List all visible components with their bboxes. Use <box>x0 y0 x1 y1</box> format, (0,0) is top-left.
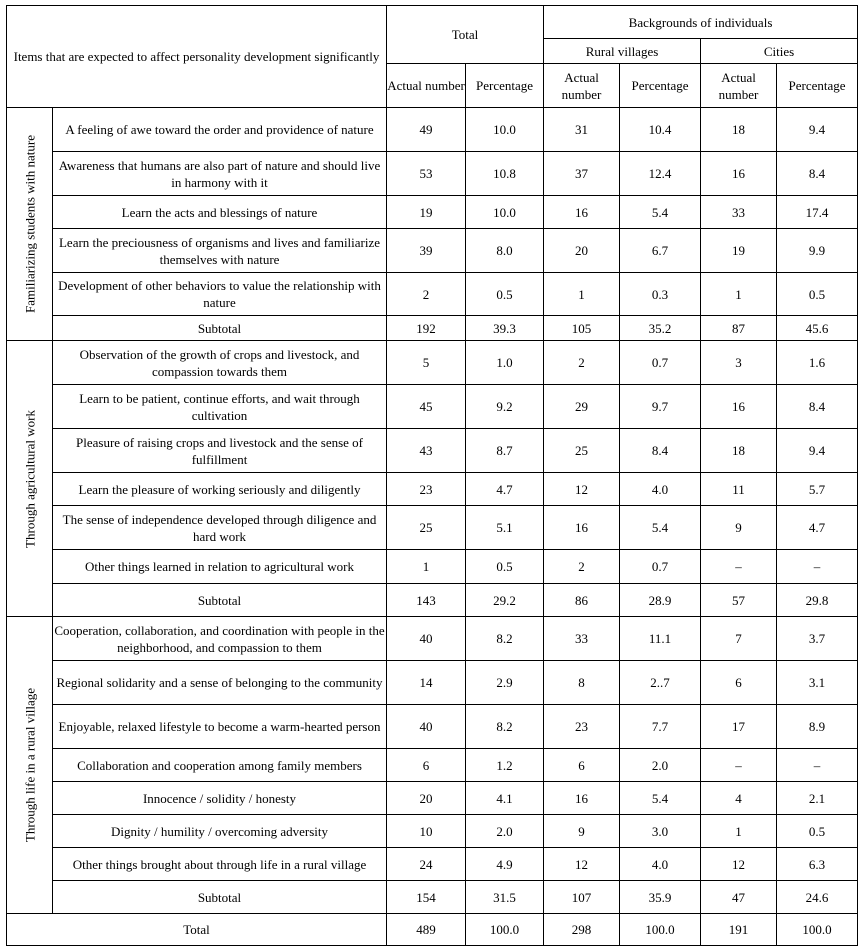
grand-total-rural-number: 298 <box>544 914 620 946</box>
total-percentage: 4.1 <box>466 782 544 815</box>
subtotal-rural-number: 107 <box>544 881 620 914</box>
cities-number: 18 <box>701 429 777 473</box>
table-row <box>7 782 858 815</box>
rural-number: 6 <box>544 749 620 782</box>
rural-number: 16 <box>544 782 620 815</box>
rural-number: 29 <box>544 385 620 429</box>
cities-number: 19 <box>701 229 777 273</box>
rural-percentage: 0.3 <box>620 273 701 316</box>
cities-number: – <box>701 749 777 782</box>
subtotal-cities-number: 47 <box>701 881 777 914</box>
total-number: 40 <box>387 705 466 749</box>
total-number: 24 <box>387 848 466 881</box>
total-number: 6 <box>387 749 466 782</box>
rural-number: 12 <box>544 473 620 506</box>
cities-number: 33 <box>701 196 777 229</box>
subtotal-total-percentage: 31.5 <box>466 881 544 914</box>
total-number: 23 <box>387 473 466 506</box>
group-label: Familiarizing students with nature <box>22 135 37 313</box>
group-label-cell <box>7 341 53 617</box>
table-row <box>7 385 858 429</box>
rural-number: 12 <box>544 848 620 881</box>
total-percentage: 2.9 <box>466 661 544 705</box>
table-row <box>7 152 858 196</box>
rural-percentage: 7.7 <box>620 705 701 749</box>
subtotal-rural-percentage: 35.2 <box>620 316 701 341</box>
total-number: 25 <box>387 506 466 550</box>
rural-number: 20 <box>544 229 620 273</box>
total-number: 43 <box>387 429 466 473</box>
personality-development-table <box>6 5 858 946</box>
cities-number: – <box>701 550 777 584</box>
cities-number: 16 <box>701 152 777 196</box>
group-label-cell <box>7 617 53 914</box>
cities-number: 3 <box>701 341 777 385</box>
table-row <box>7 705 858 749</box>
rural-number: 31 <box>544 108 620 152</box>
rural-number: 2 <box>544 550 620 584</box>
items-header: Items that are expected to affect personality development significantly <box>7 6 387 108</box>
rural-number: 9 <box>544 815 620 848</box>
total-percentage: 0.5 <box>466 273 544 316</box>
subtotal-total-number: 154 <box>387 881 466 914</box>
rural-number: 23 <box>544 705 620 749</box>
rural-number: 33 <box>544 617 620 661</box>
total-number: 1 <box>387 550 466 584</box>
cities-number: 6 <box>701 661 777 705</box>
subtotal-row <box>7 584 858 617</box>
total-percentage: 2.0 <box>466 815 544 848</box>
cities-percentage: – <box>777 550 858 584</box>
rural-villages-header: Rural villages <box>544 39 701 64</box>
item-label: Awareness that humans are also part of nature and should live in harmony with it <box>53 152 387 196</box>
total-number: 40 <box>387 617 466 661</box>
rural-percentage: 0.7 <box>620 341 701 385</box>
item-label: Learn the pleasure of working seriously and diligently <box>53 473 387 506</box>
total-number: 19 <box>387 196 466 229</box>
rural-percentage: 2.0 <box>620 749 701 782</box>
subtotal-cities-percentage: 24.6 <box>777 881 858 914</box>
cities-percentage: 8.4 <box>777 385 858 429</box>
group-label-cell <box>7 108 53 341</box>
total-actual-number-header: Actual number <box>387 64 466 108</box>
rural-number: 8 <box>544 661 620 705</box>
item-label: Collaboration and cooperation among family members <box>53 749 387 782</box>
total-number: 45 <box>387 385 466 429</box>
total-number: 53 <box>387 152 466 196</box>
table-row <box>7 617 858 661</box>
cities-percentage: 5.7 <box>777 473 858 506</box>
rural-percentage: 8.4 <box>620 429 701 473</box>
table-row <box>7 506 858 550</box>
cities-actual-number-header: Actual number <box>701 64 777 108</box>
cities-header: Cities <box>701 39 858 64</box>
subtotal-cities-percentage: 29.8 <box>777 584 858 617</box>
cities-number: 11 <box>701 473 777 506</box>
subtotal-rural-percentage: 28.9 <box>620 584 701 617</box>
rural-percentage: 5.4 <box>620 196 701 229</box>
item-label: Dignity / humility / overcoming adversity <box>53 815 387 848</box>
group-label: Through life in a rural village <box>22 687 37 843</box>
cities-percentage: 2.1 <box>777 782 858 815</box>
item-label: Other things learned in relation to agricultural work <box>53 550 387 584</box>
total-header: Total <box>387 6 544 64</box>
rural-percentage: 5.4 <box>620 782 701 815</box>
rural-number: 2 <box>544 341 620 385</box>
total-percentage: 4.7 <box>466 473 544 506</box>
subtotal-total-number: 143 <box>387 584 466 617</box>
group-label: Through agricultural work <box>22 409 37 548</box>
cities-percentage: 0.5 <box>777 273 858 316</box>
item-label: A feeling of awe toward the order and providence of nature <box>53 108 387 152</box>
cities-percentage: 3.1 <box>777 661 858 705</box>
subtotal-total-percentage: 29.2 <box>466 584 544 617</box>
rural-number: 25 <box>544 429 620 473</box>
cities-percentage: 6.3 <box>777 848 858 881</box>
total-number: 49 <box>387 108 466 152</box>
grand-total-cities-percentage: 100.0 <box>777 914 858 946</box>
item-label: Learn the preciousness of organisms and lives and familiarize themselves with nature <box>53 229 387 273</box>
grand-total-row <box>7 914 858 946</box>
cities-number: 17 <box>701 705 777 749</box>
cities-percentage: 9.4 <box>777 108 858 152</box>
table-body <box>7 108 858 914</box>
item-label: The sense of independence developed through diligence and hard work <box>53 506 387 550</box>
total-number: 39 <box>387 229 466 273</box>
cities-percentage: 4.7 <box>777 506 858 550</box>
table-row <box>7 229 858 273</box>
grand-total-rural-percentage: 100.0 <box>620 914 701 946</box>
total-percentage: 10.0 <box>466 196 544 229</box>
cities-percentage-header: Percentage <box>777 64 858 108</box>
rural-actual-number-header: Actual number <box>544 64 620 108</box>
cities-percentage: 8.9 <box>777 705 858 749</box>
item-label: Enjoyable, relaxed lifestyle to become a warm-hearted person <box>53 705 387 749</box>
rural-percentage: 12.4 <box>620 152 701 196</box>
item-label: Development of other behaviors to value the relationship with nature <box>53 273 387 316</box>
table-row <box>7 429 858 473</box>
table-row <box>7 815 858 848</box>
rural-number: 1 <box>544 273 620 316</box>
total-number: 5 <box>387 341 466 385</box>
rural-percentage: 4.0 <box>620 473 701 506</box>
grand-total-cities-number: 191 <box>701 914 777 946</box>
subtotal-label: Subtotal <box>53 881 387 914</box>
total-percentage: 0.5 <box>466 550 544 584</box>
rural-percentage: 5.4 <box>620 506 701 550</box>
cities-percentage: – <box>777 749 858 782</box>
rural-percentage: 6.7 <box>620 229 701 273</box>
total-percentage: 8.2 <box>466 617 544 661</box>
total-percentage: 8.0 <box>466 229 544 273</box>
cities-number: 4 <box>701 782 777 815</box>
cities-number: 7 <box>701 617 777 661</box>
subtotal-label: Subtotal <box>53 316 387 341</box>
total-percentage: 10.8 <box>466 152 544 196</box>
rural-percentage-header: Percentage <box>620 64 701 108</box>
total-percentage: 1.0 <box>466 341 544 385</box>
backgrounds-header: Backgrounds of individuals <box>544 6 858 39</box>
table-row <box>7 550 858 584</box>
total-percentage-header: Percentage <box>466 64 544 108</box>
item-label: Pleasure of raising crops and livestock and the sense of fulfillment <box>53 429 387 473</box>
total-number: 20 <box>387 782 466 815</box>
item-label: Regional solidarity and a sense of belonging to the community <box>53 661 387 705</box>
subtotal-cities-percentage: 45.6 <box>777 316 858 341</box>
cities-number: 9 <box>701 506 777 550</box>
subtotal-row <box>7 881 858 914</box>
rural-percentage: 4.0 <box>620 848 701 881</box>
subtotal-row <box>7 316 858 341</box>
cities-percentage: 17.4 <box>777 196 858 229</box>
item-label: Innocence / solidity / honesty <box>53 782 387 815</box>
cities-number: 1 <box>701 815 777 848</box>
cities-percentage: 1.6 <box>777 341 858 385</box>
item-label: Other things brought about through life in a rural village <box>53 848 387 881</box>
table-row <box>7 848 858 881</box>
total-percentage: 8.7 <box>466 429 544 473</box>
rural-percentage: 9.7 <box>620 385 701 429</box>
cities-number: 12 <box>701 848 777 881</box>
grand-total-total-number: 489 <box>387 914 466 946</box>
table-row <box>7 108 858 152</box>
grand-total-total-percentage: 100.0 <box>466 914 544 946</box>
subtotal-cities-number: 57 <box>701 584 777 617</box>
subtotal-total-number: 192 <box>387 316 466 341</box>
rural-percentage: 0.7 <box>620 550 701 584</box>
subtotal-rural-number: 105 <box>544 316 620 341</box>
total-number: 10 <box>387 815 466 848</box>
rural-percentage: 3.0 <box>620 815 701 848</box>
table-row <box>7 341 858 385</box>
table-row <box>7 661 858 705</box>
cities-percentage: 3.7 <box>777 617 858 661</box>
item-label: Observation of the growth of crops and livestock, and compassion towards them <box>53 341 387 385</box>
subtotal-label: Subtotal <box>53 584 387 617</box>
item-label: Cooperation, collaboration, and coordination with people in the neighborhood, and compassion to them <box>53 617 387 661</box>
cities-number: 16 <box>701 385 777 429</box>
rural-percentage: 11.1 <box>620 617 701 661</box>
cities-number: 18 <box>701 108 777 152</box>
cities-number: 1 <box>701 273 777 316</box>
subtotal-rural-number: 86 <box>544 584 620 617</box>
rural-percentage: 10.4 <box>620 108 701 152</box>
total-number: 2 <box>387 273 466 316</box>
cities-percentage: 0.5 <box>777 815 858 848</box>
total-percentage: 10.0 <box>466 108 544 152</box>
total-percentage: 1.2 <box>466 749 544 782</box>
subtotal-total-percentage: 39.3 <box>466 316 544 341</box>
cities-percentage: 9.4 <box>777 429 858 473</box>
total-percentage: 5.1 <box>466 506 544 550</box>
total-percentage: 9.2 <box>466 385 544 429</box>
rural-number: 16 <box>544 506 620 550</box>
rural-percentage: 2..7 <box>620 661 701 705</box>
table-row <box>7 473 858 506</box>
subtotal-rural-percentage: 35.9 <box>620 881 701 914</box>
cities-percentage: 9.9 <box>777 229 858 273</box>
total-percentage: 4.9 <box>466 848 544 881</box>
grand-total-label: Total <box>7 914 387 946</box>
rural-number: 37 <box>544 152 620 196</box>
item-label: Learn the acts and blessings of nature <box>53 196 387 229</box>
cities-percentage: 8.4 <box>777 152 858 196</box>
table-row <box>7 196 858 229</box>
rural-number: 16 <box>544 196 620 229</box>
table-row <box>7 273 858 316</box>
subtotal-cities-number: 87 <box>701 316 777 341</box>
item-label: Learn to be patient, continue efforts, and wait through cultivation <box>53 385 387 429</box>
total-percentage: 8.2 <box>466 705 544 749</box>
total-number: 14 <box>387 661 466 705</box>
table-row <box>7 749 858 782</box>
